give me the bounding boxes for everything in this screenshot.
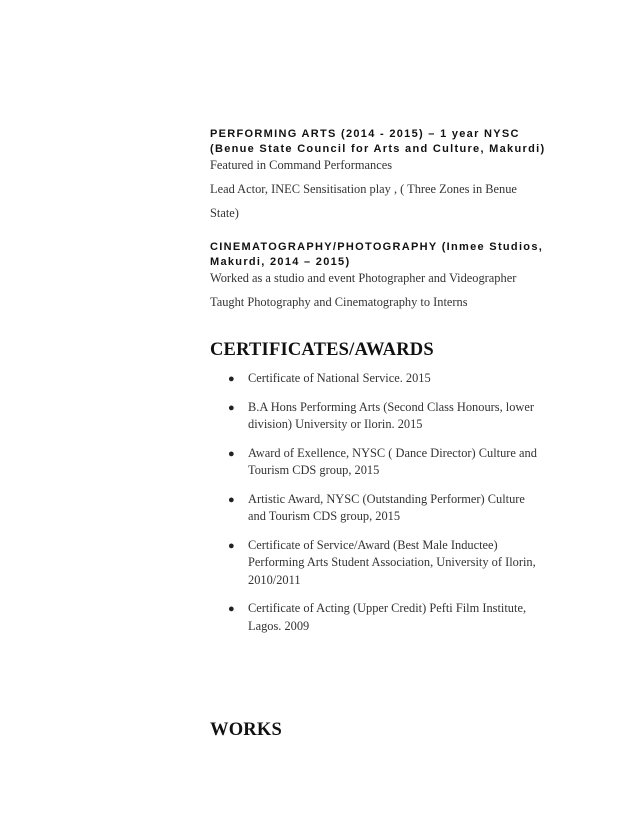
certificates-list	[228, 370, 568, 646]
bullet-icon: ●	[228, 373, 235, 385]
certificate-line: Award of Exellence, NYSC ( Dance Director) Culture and	[248, 445, 537, 460]
certificate-line: Artistic Award, NYSC (Outstanding Performer) Culture	[248, 491, 525, 506]
cinematography-line-2: Taught Photography and Cinematography to Interns	[210, 295, 468, 309]
performing-arts-line-2: Lead Actor, INEC Sensitisation play , ( Three Zones in Benue	[210, 182, 517, 196]
certificate-item	[228, 399, 568, 434]
cinematography-entry	[210, 240, 570, 310]
certificate-line: Certificate of National Service. 2015	[248, 371, 431, 385]
certificate-line: division) University or Ilorin. 2015	[248, 417, 423, 431]
performing-arts-line-3: State)	[210, 206, 239, 220]
works-section-title: WORKS	[210, 720, 282, 740]
bullet-icon: ●	[228, 401, 235, 414]
certificate-item	[228, 537, 568, 590]
performing-arts-heading-line-2: (Benue State Council for Arts and Culture, Makurdi)	[210, 143, 546, 155]
performing-arts-line-1: Featured in Command Performances	[210, 158, 393, 172]
certificate-line: Tourism CDS group, 2015	[248, 463, 380, 477]
certificate-line: Certificate of Acting (Upper Credit) Pefti Film Institute,	[248, 601, 527, 615]
bullet-icon: ●	[228, 447, 235, 460]
certificate-line: 2010/2011	[248, 572, 301, 587]
certificate-item	[228, 370, 568, 388]
certificate-line: and Tourism CDS group, 2015	[248, 509, 401, 523]
certificate-item	[228, 491, 568, 526]
bullet-icon: ●	[228, 493, 235, 506]
bullet-icon: ●	[228, 539, 235, 552]
certificates-section-title: CERTIFICATES/AWARDS	[210, 340, 434, 360]
cinematography-heading-line-1: CINEMATOGRAPHY/PHOTOGRAPHY (Inmee Studios,	[210, 241, 544, 253]
certificate-item	[228, 600, 568, 635]
performing-arts-entry	[210, 127, 570, 221]
performing-arts-heading-line-1: PERFORMING ARTS (2014 - 2015) – 1 year NYSC	[210, 128, 520, 140]
cinematography-heading-line-2: Makurdi, 2014 – 2015)	[210, 256, 351, 268]
certificate-item	[228, 445, 568, 480]
certificate-line: B.A Hons Performing Arts (Second Class Honours, lower	[248, 399, 534, 414]
certificate-line: Lagos. 2009	[248, 618, 310, 633]
certificate-line: Certificate of Service/Award (Best Male Inductee)	[248, 537, 498, 552]
bullet-icon: ●	[228, 603, 235, 615]
cinematography-line-1: Worked as a studio and event Photographer and Videographer	[210, 271, 517, 285]
certificate-line: Performing Arts Student Association, University of Ilorin,	[248, 555, 536, 569]
